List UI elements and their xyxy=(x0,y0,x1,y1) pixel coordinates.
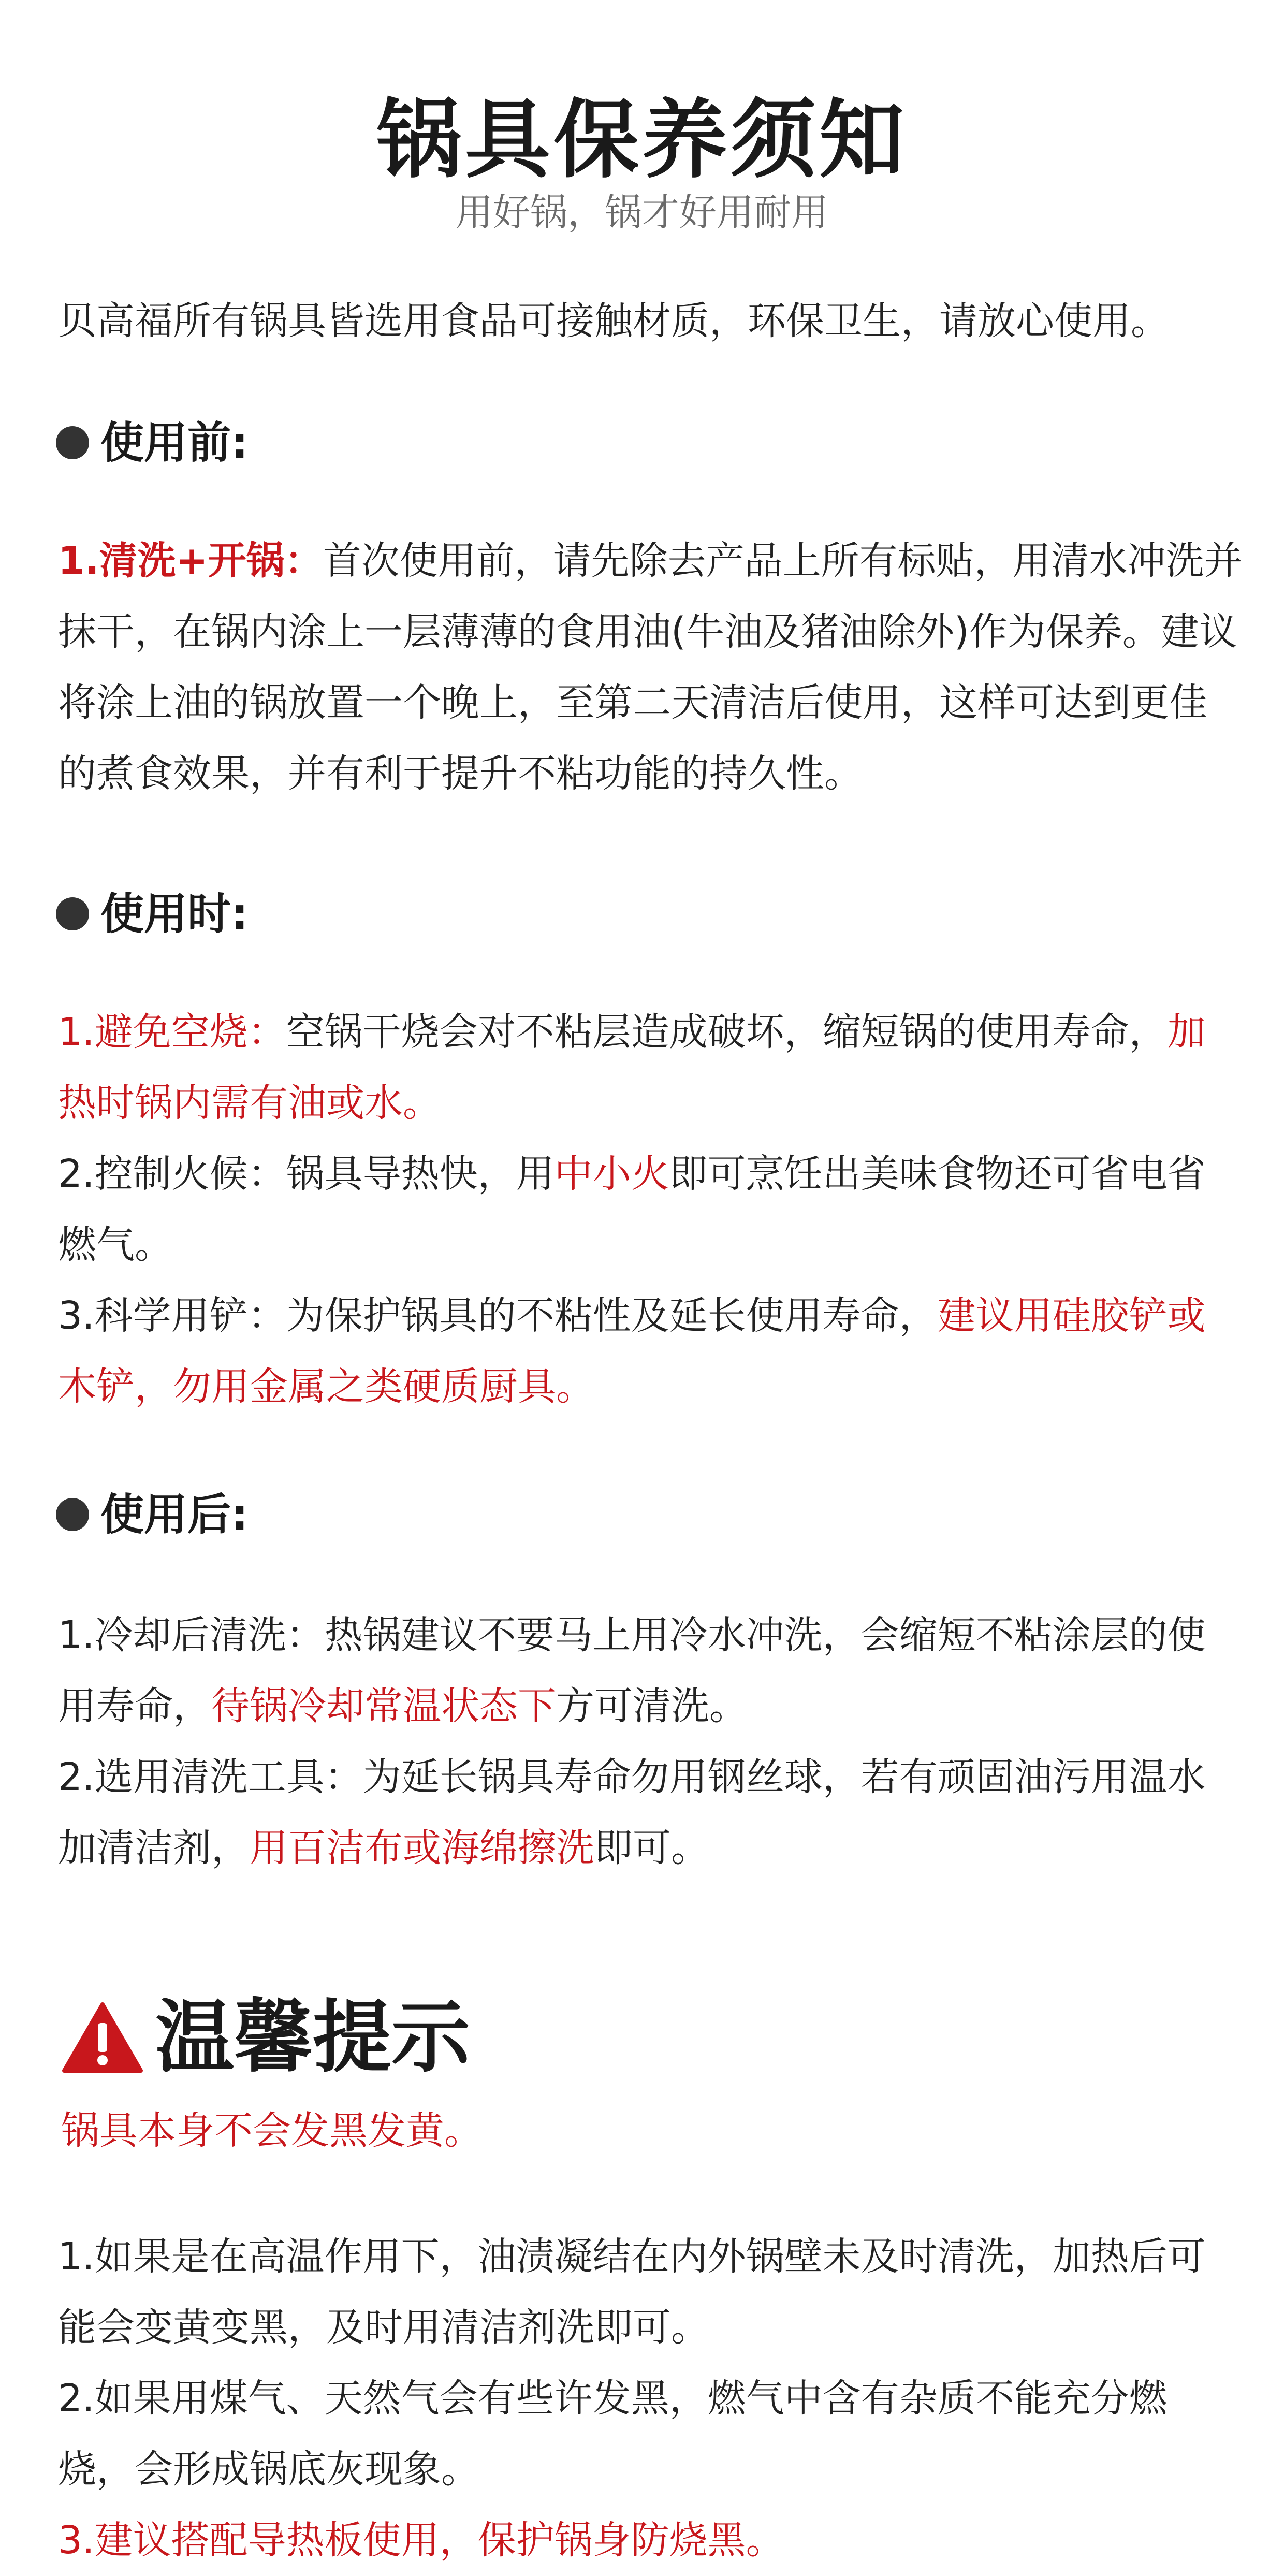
during-item2 xyxy=(58,1139,1244,1280)
during-item3-red: 建议用硅胶铲或木铲，勿用金属之类硬质厨具。 xyxy=(58,1293,1206,1409)
during-item1-text: 空锅干烧会对不粘层造成破坏，缩短锅的使用寿命， xyxy=(286,1010,1168,1054)
during-item2-pre: 2.控制火候：锅具导热快，用 xyxy=(58,1152,555,1196)
after-item1-red: 待锅冷却常温状态下 xyxy=(211,1684,556,1728)
after-item2-pre: 2.选用清洗工具：为延长锅具寿命勿用钢丝球，若有顽固油污用温水加清洁剂， xyxy=(58,1755,1206,1870)
section-before-title: 使用前: xyxy=(100,417,249,468)
section-after-body xyxy=(58,1600,1244,1884)
page-title: 锅具保养须知 xyxy=(376,90,908,190)
intro-text: 贝高福所有锅具皆选用食品可接触材质，环保卫生，请放心使用。 xyxy=(58,299,1169,343)
bullet-dot-icon xyxy=(56,426,89,459)
before-item1-label: 1.清洗+开锅： xyxy=(58,539,323,583)
section-after-title: 使用后: xyxy=(100,1489,249,1540)
tips-item2: 2.如果用煤气、天然气会有些许发黑，燃气中含有杂质不能充分燃烧，会形成锅底灰现象。 xyxy=(58,2376,1168,2492)
section-during-heading xyxy=(56,885,249,942)
during-item3-pre: 3.科学用铲：为保护锅具的不粘性及延长使用寿命， xyxy=(58,1293,938,1338)
after-item2 xyxy=(58,1742,1244,1884)
warning-triangle-icon xyxy=(61,2001,144,2074)
section-after-heading xyxy=(56,1486,249,1543)
after-item2-post: 即可。 xyxy=(594,1826,709,1870)
before-item1-text: 首次使用前，请先除去产品上所有标贴，用清水冲洗并抹干，在锅内涂上一层薄薄的食用油(牛油及猪油除外)作为保养。建议将涂上油的锅放置一个晚上，至第二天清洁后使用，这样可达到更佳的煮食效果，并有利于提升不粘功能的持久性。 xyxy=(58,539,1243,796)
during-item2-red: 中小火 xyxy=(554,1152,669,1196)
tips-subheading: 锅具本身不会发黑发黄。 xyxy=(61,2108,483,2153)
after-item2-red: 用百洁布或海绵擦洗 xyxy=(250,1826,594,1870)
during-item1-red: 加热时锅内需有油或水。 xyxy=(58,1010,1206,1125)
tips-item1: 1.如果是在高温作用下，油渍凝结在内外锅壁未及时清洗，加热后可能会变黄变黑，及时用清洁剂洗即可。 xyxy=(58,2234,1206,2350)
section-before-body xyxy=(58,526,1244,809)
section-during-title: 使用时: xyxy=(100,889,249,939)
during-item1 xyxy=(58,997,1244,1139)
after-item1-post: 方可清洗。 xyxy=(556,1684,748,1728)
page-subtitle: 用好锅，锅才好用耐用 xyxy=(455,191,828,234)
tips-item3: 3.建议搭配导热板使用，保护锅身防烧黑。 xyxy=(58,2518,784,2563)
after-item1-pre: 1.冷却后清洗：热锅建议不要马上用冷水冲洗，会缩短不粘涂层的使用寿命， xyxy=(58,1613,1206,1728)
during-item1-label: 1.避免空烧： xyxy=(58,1010,286,1054)
after-item1 xyxy=(58,1600,1244,1742)
tips-title: 温馨提示 xyxy=(155,1991,470,2083)
section-before-heading xyxy=(56,414,249,471)
during-item2-post: 即可烹饪出美味食物还可省电省燃气。 xyxy=(58,1152,1206,1267)
section-during-body xyxy=(58,997,1244,1422)
bullet-dot-icon xyxy=(56,897,89,930)
during-item3 xyxy=(58,1280,1244,1422)
tips-heading xyxy=(61,1991,470,2084)
tips-body xyxy=(58,2221,1244,2576)
bullet-dot-icon xyxy=(56,1498,89,1531)
